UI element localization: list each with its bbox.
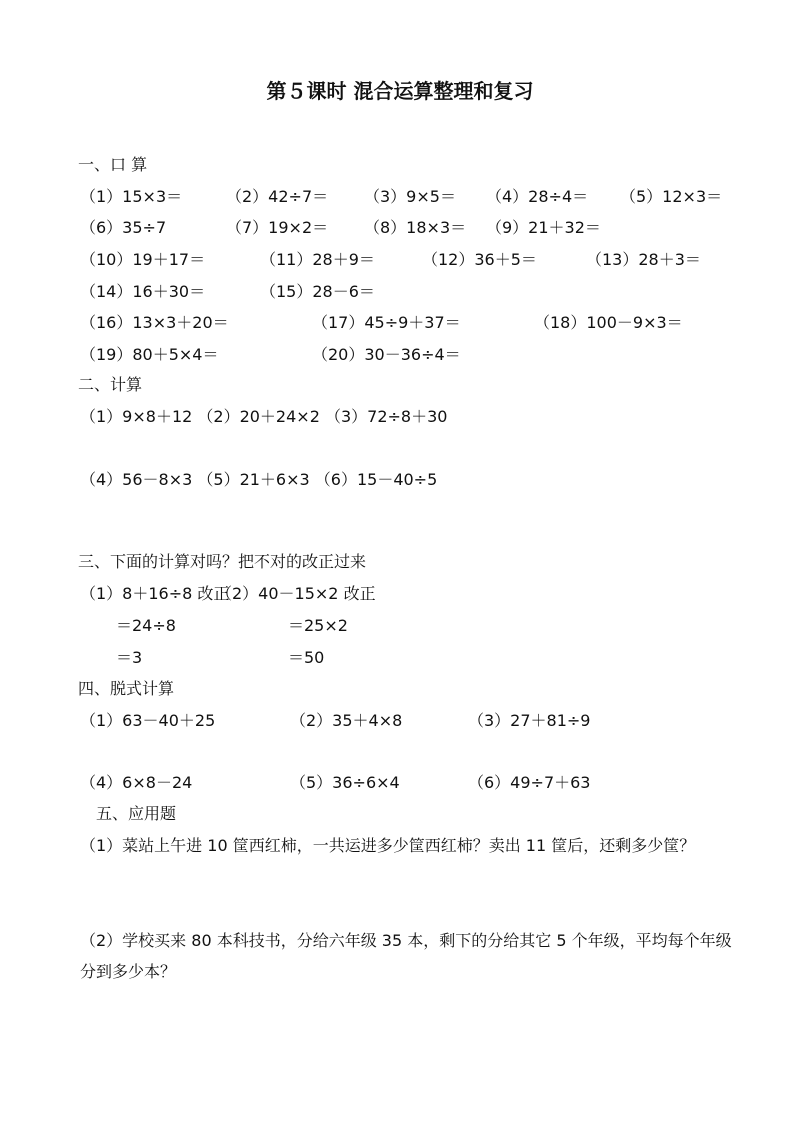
- correction-problem-1: （1）8＋16÷8 改正: [80, 584, 230, 603]
- correction-step: ＝24÷8: [116, 616, 176, 635]
- step-calc-item: （4）6×8－24: [80, 773, 193, 792]
- mental-math-item: （11）28＋9＝: [260, 250, 375, 269]
- step-calc-item: （6）49÷7＋63: [468, 773, 591, 792]
- mental-math-item: （9）21＋32＝: [486, 218, 601, 237]
- mental-math-item: （20）30－36÷4＝: [312, 345, 461, 364]
- section-1-heading: 一、口 算: [78, 155, 148, 174]
- correction-step: ＝50: [288, 648, 325, 667]
- mental-math-item: （10）19＋17＝: [80, 250, 206, 269]
- mental-math-item: （7）19×2＝: [226, 218, 329, 237]
- step-calc-item: （5）36÷6×4: [290, 773, 400, 792]
- word-problem-2: （2）学校买来 80 本科技书，分给六年级 35 本，剩下的分给其它 5 个年级，平均每个年级: [80, 931, 732, 950]
- section-5-heading: 五、应用题: [96, 804, 177, 823]
- mental-math-item: （6）35÷7: [80, 218, 167, 237]
- mental-math-item: （15）28－6＝: [260, 282, 375, 301]
- mental-math-item: （8）18×3＝: [364, 218, 467, 237]
- correction-problem-2: （2）40－15×2 改正: [216, 584, 376, 603]
- mental-math-item: （16）13×3＋20＝: [80, 313, 229, 332]
- mental-math-item: （19）80＋5×4＝: [80, 345, 219, 364]
- calculation-line: （4）56－8×3 （5）21＋6×3 （6）15－40÷5: [80, 470, 438, 489]
- step-calc-item: （3）27＋81÷9: [468, 711, 591, 730]
- section-4-heading: 四、脱式计算: [78, 679, 175, 698]
- calculation-line: （1）9×8＋12 （2）20＋24×2 （3）72÷8＋30: [80, 407, 448, 426]
- mental-math-item: （4）28÷4＝: [486, 187, 589, 206]
- mental-math-item: （1）15×3＝: [80, 187, 183, 206]
- correction-step: ＝25×2: [288, 616, 348, 635]
- mental-math-item: （18）100－9×3＝: [534, 313, 683, 332]
- mental-math-item: （5）12×3＝: [620, 187, 723, 206]
- step-calc-item: （2）35＋4×8: [290, 711, 403, 730]
- section-2-heading: 二、计算: [78, 375, 143, 394]
- mental-math-item: （3）9×5＝: [364, 187, 456, 206]
- mental-math-item: （12）36＋5＝: [422, 250, 537, 269]
- mental-math-item: （13）28＋3＝: [586, 250, 701, 269]
- mental-math-item: （17）45÷9＋37＝: [312, 313, 461, 332]
- correction-step: ＝3: [116, 648, 143, 667]
- word-problem-1: （1）菜站上午进 10 筐西红柿，一共运进多少筐西红柿？卖出 11 筐后，还剩多少筐？: [80, 836, 696, 855]
- section-3-heading: 三、下面的计算对吗？把不对的改正过来: [78, 552, 367, 571]
- mental-math-item: （2）42÷7＝: [226, 187, 329, 206]
- word-problem-2-cont: 分到多少本？: [80, 962, 177, 981]
- page-title: 第５课时 混合运算整理和复习: [266, 79, 534, 103]
- mental-math-item: （14）16＋30＝: [80, 282, 206, 301]
- step-calc-item: （1）63－40＋25: [80, 711, 216, 730]
